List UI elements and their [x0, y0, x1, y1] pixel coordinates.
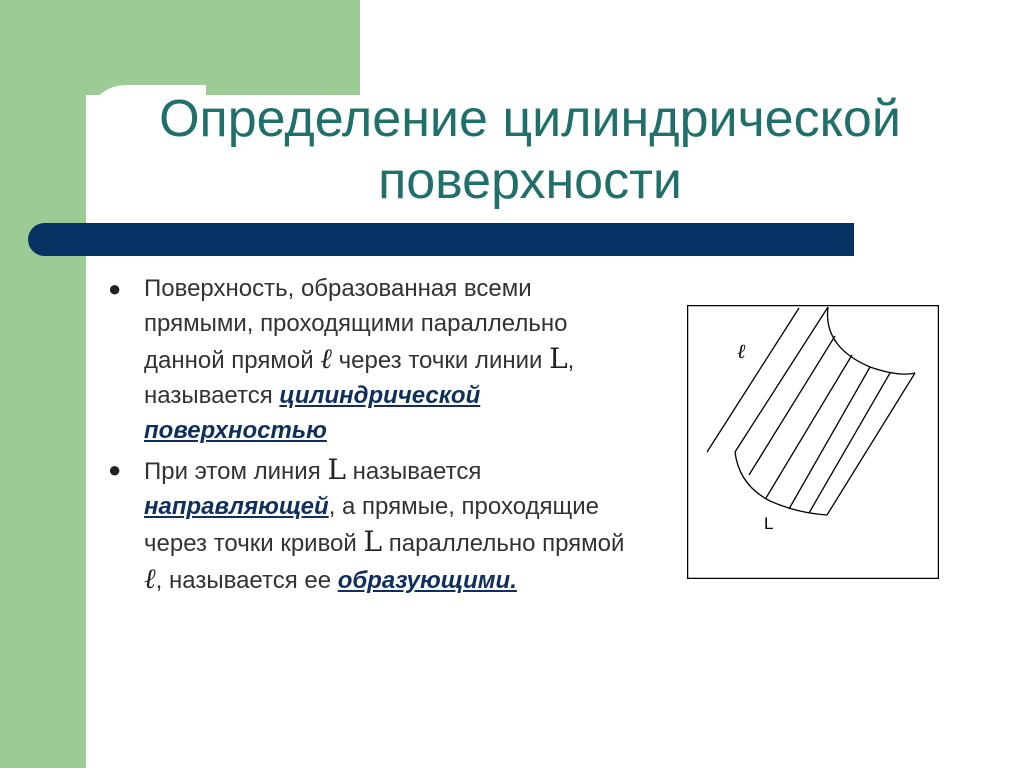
term-cylindrical-surface: цилиндрической поверхностью	[144, 382, 481, 444]
bullet-dot-icon: ●	[108, 276, 122, 301]
left-green-band	[0, 0, 86, 768]
bullet-text: параллельно прямой	[382, 530, 625, 557]
title-line-2: поверхности	[378, 152, 682, 210]
curve-symbol: L	[363, 525, 383, 558]
title-line-1: Определение цилиндрической	[159, 90, 901, 148]
label-l: ℓ	[737, 339, 746, 363]
label-L: L	[764, 514, 774, 533]
bullet-item-definition	[108, 271, 628, 448]
bullet-text: , а прямые, проходящие через точки кривой	[144, 493, 600, 557]
bullet-text: , называется	[144, 347, 575, 409]
bullet-text: Поверхность, образованная всеми прямыми, проходящими параллельно данной прямой	[144, 275, 568, 374]
title-divider-bar	[28, 223, 854, 256]
bullet-text: При этом линия	[144, 458, 328, 485]
bullet-text: через точки линии	[331, 347, 550, 374]
top-green-band	[0, 0, 360, 95]
bullet-text: , называется ее	[155, 567, 338, 594]
slide-title	[90, 88, 970, 212]
bullet-text: называется	[345, 458, 482, 485]
figure-frame	[688, 306, 939, 579]
term-generatrices: образующими.	[337, 567, 517, 594]
bullet-list	[108, 271, 628, 598]
line-symbol: ℓ	[144, 562, 156, 595]
term-directrix: направляющей	[144, 493, 329, 520]
curve-symbol: L	[549, 342, 568, 375]
bullet-item-directrix	[108, 452, 628, 598]
bullet-dot-icon: ●	[108, 457, 122, 482]
line-symbol: ℓ	[320, 342, 332, 375]
curve-symbol: L	[327, 453, 346, 486]
cylinder-surface-figure	[687, 305, 939, 579]
